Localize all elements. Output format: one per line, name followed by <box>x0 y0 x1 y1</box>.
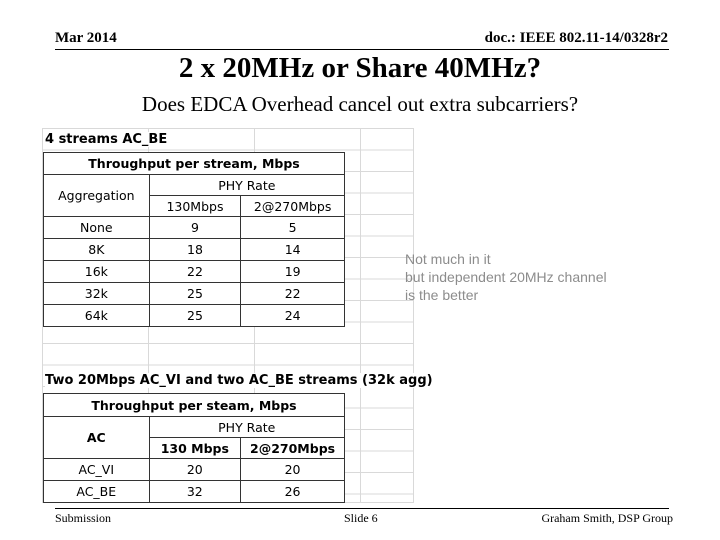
table2-row-label-header: AC <box>44 417 150 459</box>
table1-cell: 8K <box>44 239 150 261</box>
table2-cell: 20 <box>241 459 345 481</box>
table1-cell: None <box>44 217 150 239</box>
table-row <box>44 283 345 305</box>
header-doc-id: doc.: IEEE 802.11-14/0328r2 <box>484 30 668 46</box>
table2-cell: AC_BE <box>44 481 150 503</box>
table1-cell: 22 <box>241 283 345 305</box>
note-line: Not much in it <box>405 251 491 267</box>
table2-header: Throughput per steam, Mbps <box>44 394 345 417</box>
note-line: is the better <box>405 287 479 303</box>
slide-title: 2 x 20MHz or Share 40MHz? <box>178 52 542 84</box>
table2-caption: Two 20Mbps AC_VI and two AC_BE streams (32k agg) <box>45 373 437 388</box>
table1-cell: 25 <box>149 305 241 327</box>
table1-header: Throughput per stream, Mbps <box>44 153 345 175</box>
table-row <box>44 261 345 283</box>
table2-cell: 20 <box>149 459 241 481</box>
table1-cell: 19 <box>241 261 345 283</box>
table1-cell: 22 <box>149 261 241 283</box>
table1-cell: 32k <box>44 283 150 305</box>
table-row <box>44 459 345 481</box>
table1-cell: 16k <box>44 261 150 283</box>
table2-cell: 32 <box>149 481 241 503</box>
footer-rule <box>55 508 669 509</box>
table1-cell: 64k <box>44 305 150 327</box>
table-row <box>44 481 345 503</box>
table1-cell: 9 <box>149 217 241 239</box>
table1-caption: 4 streams AC_BE <box>45 132 171 147</box>
table2 <box>43 393 345 503</box>
table-row <box>44 217 345 239</box>
table1-cell: 5 <box>241 217 345 239</box>
table-row <box>44 305 345 327</box>
table1-group-header: PHY Rate <box>149 175 344 196</box>
table1-cell: 25 <box>149 283 241 305</box>
footer-author: Graham Smith, DSP Group <box>541 511 673 525</box>
table1-cell: 18 <box>149 239 241 261</box>
conclusion-note <box>405 250 607 304</box>
table-row <box>44 239 345 261</box>
table2-group-header: PHY Rate <box>149 417 344 438</box>
table2-cell: AC_VI <box>44 459 150 481</box>
header-date: Mar 2014 <box>55 30 117 46</box>
table2-col-header: 2@270Mbps <box>241 438 345 459</box>
table1 <box>43 152 345 327</box>
slide-subtitle: Does EDCA Overhead cancel out extra subcarriers? <box>141 92 579 116</box>
footer-slide-number: Slide 6 <box>344 511 378 525</box>
note-line: but independent 20MHz channel <box>405 269 607 285</box>
table1-col-header: 130Mbps <box>149 196 241 217</box>
table2-cell: 26 <box>241 481 345 503</box>
table1-cell: 24 <box>241 305 345 327</box>
table1-col-header: 2@270Mbps <box>241 196 345 217</box>
header-rule <box>55 49 669 50</box>
table1-cell: 14 <box>241 239 345 261</box>
table2-col-header: 130 Mbps <box>149 438 241 459</box>
table1-row-label-header: Aggregation <box>44 175 150 217</box>
footer-submission: Submission <box>55 511 112 525</box>
